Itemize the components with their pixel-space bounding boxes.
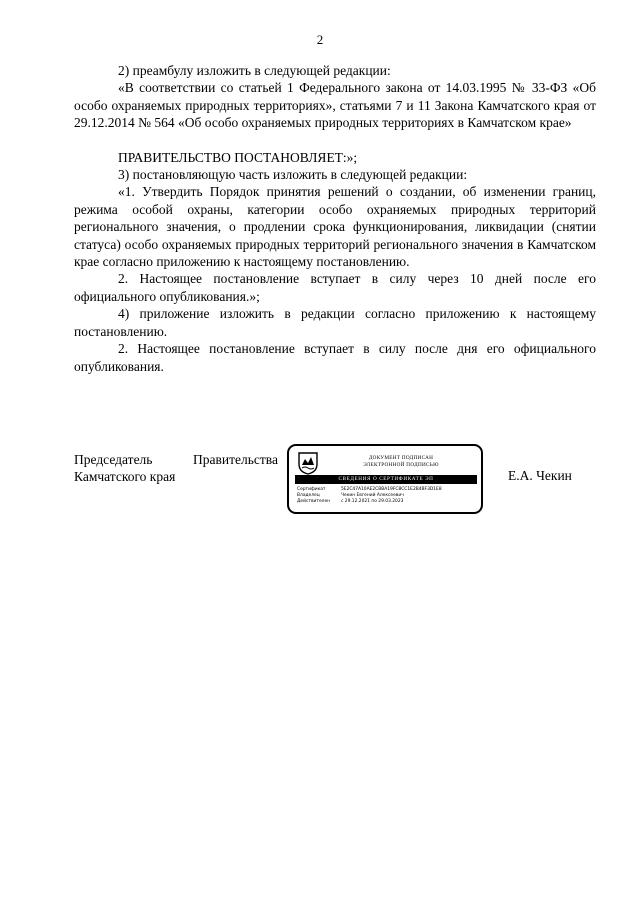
signatory-title-line2: Камчатского края — [74, 469, 176, 485]
stamp-certificate-details — [297, 487, 477, 505]
document-body — [74, 62, 596, 375]
signatory-title — [74, 451, 278, 486]
paragraph-operative-item: 3) постановляющую часть изложить в следующей редакции: — [118, 167, 468, 183]
signatory-name: Е.А. Чекин — [508, 468, 572, 483]
paragraph-appendix-item: 4) приложение изложить в редакции согласно приложению к настоящему постановлению. — [74, 306, 596, 339]
stamp-row-value: Чекин Евгений Алексеевич — [341, 493, 404, 498]
paragraph-resolves: ПРАВИТЕЛЬСТВО ПОСТАНОВЛЯЕТ:»; — [118, 149, 358, 165]
stamp-certificate-bar: СВЕДЕНИЯ О СЕРТИФИКАТЕ ЭП — [295, 475, 477, 484]
signatory-title-word2: Правительства — [193, 452, 278, 467]
paragraph-effective-date: 2. Настоящее постановление вступает в силу после дня его официального опубликования. — [74, 341, 596, 374]
paragraph-preamble-item: 2) преамбулу изложить в следующей редакции: — [118, 63, 391, 78]
stamp-header-line2: ЭЛЕКТРОННОЙ ПОДПИСЬЮ — [363, 462, 439, 468]
stamp-row — [297, 499, 477, 505]
stamp-row-label: Владелец — [297, 493, 320, 498]
signatory-title-word1: Председатель — [74, 452, 153, 467]
paragraph-effective-10-days: 2. Настоящее постановление вступает в силу через 10 дней после его официального опубликования.»; — [74, 271, 596, 304]
paragraph-preamble-text: «В соответствии со статьей 1 Федерального закона от 14.03.1995 № 33-ФЗ «Об особо охраняемых природных территориях», статьями 7 и 11 Закона Камчатского края от 29.12.2014 № 564 «Об особо охраняемых природных территориях в Камчатском крае» — [74, 80, 596, 131]
stamp-row-label: Действителен — [297, 499, 331, 504]
stamp-row-label: Сертификат — [297, 487, 326, 492]
paragraph-approve-procedure: «1. Утвердить Порядок принятия решений о создании, об изменении границ, режима особой охраны, категории особо охраняемых природных территорий регионального значения, о продлении срока функционирования, ликвидации (снятии статуса) особо охраняемых природных территорий регионального значения в Камчатском крае согласно приложению к настоящему постановлению. — [74, 184, 596, 270]
stamp-row-value: с 29.12.2021 по 29.03.2023 — [341, 499, 404, 504]
stamp-header-line1: ДОКУМЕНТ ПОДПИСАН — [368, 455, 434, 461]
coat-of-arms-icon — [297, 451, 319, 475]
page-number: 2 — [316, 32, 324, 47]
stamp-row-value: 5E2C47A10AE2CBBA19FC8CC1E2B4BF3D1E8 — [341, 487, 442, 492]
electronic-signature-stamp — [287, 444, 483, 514]
